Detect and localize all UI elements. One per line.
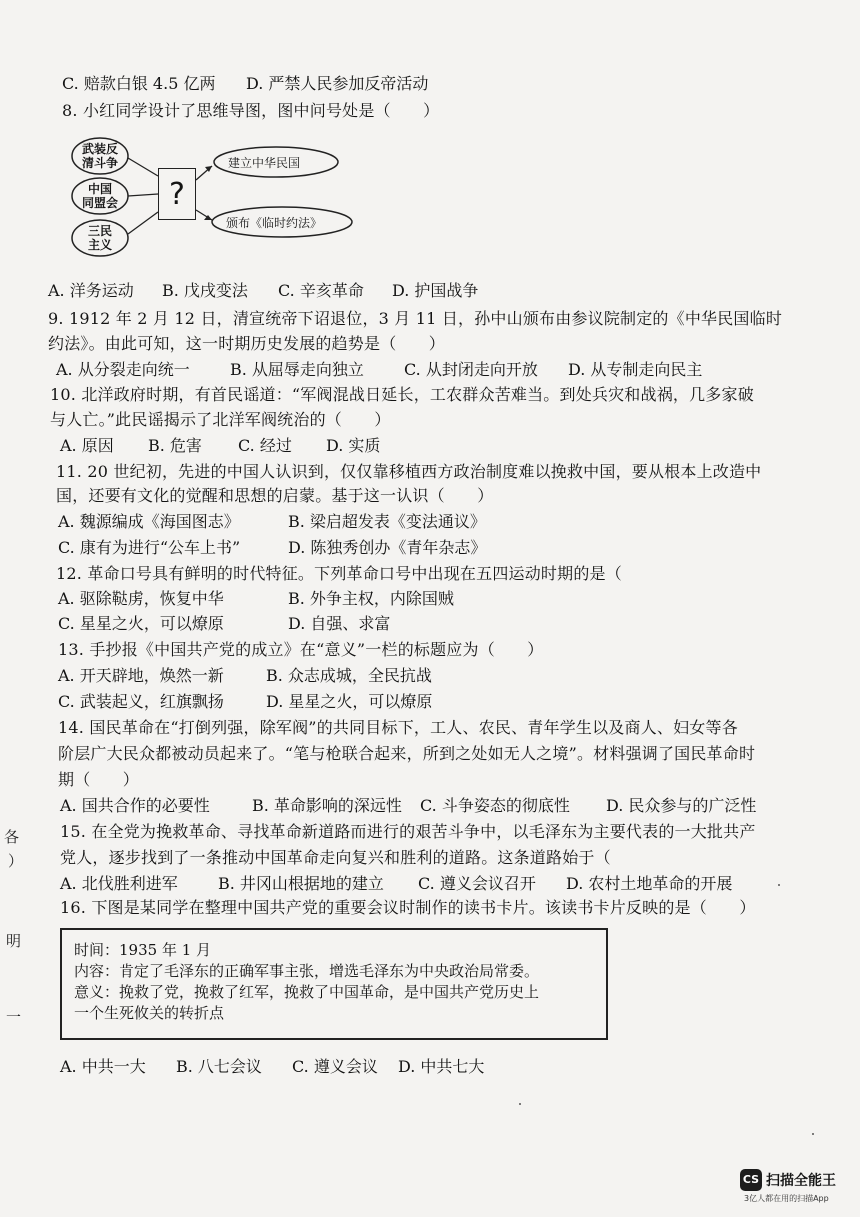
q16-option-d: D. 中共七大 xyxy=(398,1057,485,1076)
card-time: 时间：1935 年 1 月 xyxy=(74,941,212,959)
q9-stem-line1: 9. 1912 年 2 月 12 日，清宣统帝下诏退位，3 月 11 日，孙中山颁布由参议院制定的《中华民国临时 xyxy=(48,309,783,328)
mind-map-question-box: ? xyxy=(158,168,196,220)
logo-tagline: 3亿人都在用的扫描App xyxy=(744,1194,829,1203)
q11-option-c: C. 康有为进行“公车上书” xyxy=(58,538,241,557)
q14-stem-line1: 14. 国民革命在“打倒列强，除军阀”的共同目标下，工人、农民、青年学生以及商人、妇女等各 xyxy=(58,718,738,737)
q11-option-b: B. 梁启超发表《变法通议》 xyxy=(288,512,486,531)
q12-option-d: D. 自强、求富 xyxy=(288,614,391,633)
q10-option-b: B. 危害 xyxy=(148,436,202,455)
q15-option-d: D. 农村土地革命的开展 xyxy=(566,874,733,893)
q9-option-a: A. 从分裂走向统一 xyxy=(56,360,190,379)
margin-mark-3: 明 xyxy=(6,932,22,950)
mind-map-node-armed-struggle: 武装反 清斗争 xyxy=(81,142,118,170)
q14-option-a: A. 国共合作的必要性 xyxy=(60,796,210,815)
card-meaning-line2: 一个生死攸关的转折点 xyxy=(74,1004,225,1022)
q9-option-d: D. 从专制走向民主 xyxy=(568,360,703,379)
mind-map xyxy=(70,136,360,260)
q10-stem-line1: 10. 北洋政府时期，有首民谣道：“军阀混战日延长，工农群众苦难当。到处兵灾和战祸，几多家破 xyxy=(50,385,754,404)
q13-option-b: B. 众志成城，全民抗战 xyxy=(266,666,432,685)
scan-speck xyxy=(778,884,780,886)
scan-speck xyxy=(519,1103,521,1105)
margin-mark-1: 各 xyxy=(4,828,20,846)
scan-speck xyxy=(812,1133,814,1135)
q14-option-d: D. 民众参与的广泛性 xyxy=(606,796,757,815)
q12-option-b: B. 外争主权，内除国贼 xyxy=(288,589,454,608)
q16-option-b: B. 八七会议 xyxy=(176,1057,262,1076)
q9-option-c: C. 从封闭走向开放 xyxy=(404,360,538,379)
q8-option-b: B. 戊戌变法 xyxy=(162,281,248,300)
q8-option-d: D. 护国战争 xyxy=(392,281,479,300)
q8-option-c: C. 辛亥革命 xyxy=(278,281,364,300)
margin-mark-2: ） xyxy=(8,852,24,870)
q11-stem-line1: 11. 20 世纪初，先进的中国人认识到，仅仅靠移植西方政治制度难以挽救中国，要从根本上改造中 xyxy=(56,462,762,481)
q12-option-c: C. 星星之火，可以燎原 xyxy=(58,614,224,633)
q9-stem-line2: 约法》。由此可知，这一时期历史发展的趋势是（ ） xyxy=(48,334,446,353)
cs-logo-icon: CS xyxy=(740,1169,762,1191)
mind-map-node-tongmenghui: 中国 同盟会 xyxy=(81,182,118,210)
q7-option-d: D. 严禁人民参加反帝活动 xyxy=(246,74,429,93)
q11-option-a: A. 魏源编成《海国图志》 xyxy=(58,512,240,531)
q16-option-a: A. 中共一大 xyxy=(60,1057,146,1076)
margin-mark-4: 一 xyxy=(6,1008,22,1026)
q15-stem-line2: 党人，逐步找到了一条推动中国革命走向复兴和胜利的道路。这条道路始于（ xyxy=(60,848,611,867)
q13-option-d: D. 星星之火，可以燎原 xyxy=(266,692,433,711)
q14-stem-line3: 期（ ） xyxy=(58,770,140,789)
q14-option-c: C. 斗争姿态的彻底性 xyxy=(420,796,570,815)
card-meaning-line1: 意义：挽救了党，挽救了红军，挽救了中国革命，是中国共产党历史上 xyxy=(74,983,540,1001)
q13-option-c: C. 武装起义，红旗飘扬 xyxy=(58,692,224,711)
q12-option-a: A. 驱除鞑虏，恢复中华 xyxy=(58,589,224,608)
mind-map-node-provisional-constitution: 颁布《临时约法》 xyxy=(226,216,323,230)
reading-card xyxy=(60,928,608,1040)
card-content: 内容：肯定了毛泽东的正确军事主张，增选毛泽东为中央政治局常委。 xyxy=(74,962,540,980)
q13-option-a: A. 开天辟地，焕然一新 xyxy=(58,666,224,685)
q10-option-c: C. 经过 xyxy=(238,436,292,455)
mind-map-node-republic: 建立中华民国 xyxy=(228,156,301,170)
q11-stem-line2: 国，还要有文化的觉醒和思想的启蒙。基于这一认识（ ） xyxy=(56,486,494,505)
scanner-logo xyxy=(740,1165,850,1205)
q14-option-b: B. 革命影响的深远性 xyxy=(252,796,402,815)
q16-stem: 16. 下图是某同学在整理中国共产党的重要会议时制作的读书卡片。该读书卡片反映的是（ ） xyxy=(60,898,756,917)
q10-option-a: A. 原因 xyxy=(60,436,114,455)
q8-stem: 8. 小红同学设计了思维导图，图中问号处是（ ） xyxy=(62,101,440,120)
q15-option-c: C. 遵义会议召开 xyxy=(418,874,536,893)
q11-option-d: D. 陈独秀创办《青年杂志》 xyxy=(288,538,487,557)
q15-option-a: A. 北伐胜利进军 xyxy=(60,874,178,893)
q10-option-d: D. 实质 xyxy=(326,436,381,455)
q7-option-c: C. 赔款白银 4.5 亿两 xyxy=(62,74,216,93)
q12-stem: 12. 革命口号具有鲜明的时代特征。下列革命口号中出现在五四运动时期的是（ xyxy=(56,564,622,583)
q13-stem: 13. 手抄报《中国共产党的成立》在“意义”一栏的标题应为（ ） xyxy=(58,640,544,659)
q9-option-b: B. 从屈辱走向独立 xyxy=(230,360,364,379)
q15-option-b: B. 井冈山根据地的建立 xyxy=(218,874,384,893)
mind-map-node-three-principles: 三民 主义 xyxy=(87,224,112,252)
q15-stem-line1: 15. 在全党为挽救革命、寻找革命新道路而进行的艰苦斗争中，以毛泽东为主要代表的一大批共产 xyxy=(60,822,756,841)
q14-stem-line2: 阶层广大民众都被动员起来了。“笔与枪联合起来，所到之处如无人之境”。材料强调了国民革命时 xyxy=(58,744,756,763)
q16-option-c: C. 遵义会议 xyxy=(292,1057,378,1076)
logo-name: 扫描全能王 xyxy=(766,1173,836,1189)
q10-stem-line2: 与人亡。”此民谣揭示了北洋军阀统治的（ ） xyxy=(50,410,391,429)
q8-option-a: A. 洋务运动 xyxy=(48,281,134,300)
